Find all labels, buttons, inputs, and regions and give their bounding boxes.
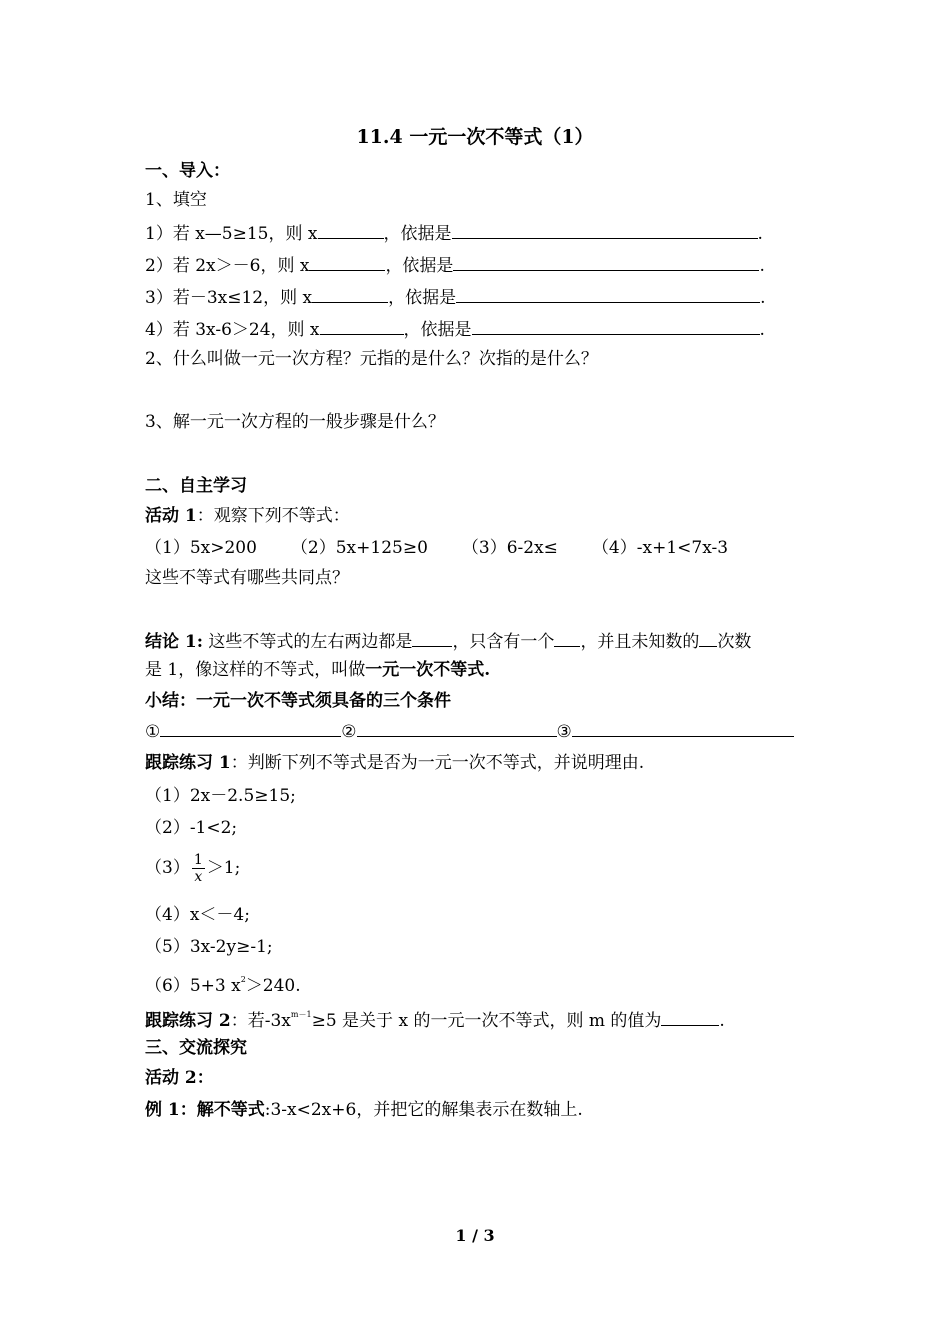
exponent: 2 [240, 975, 246, 984]
exercise-item-text: ＞240. [245, 976, 301, 996]
exercise-2-label: 跟踪练习 2 [145, 1011, 231, 1031]
fraction-numerator: 1 [193, 852, 203, 868]
exercise-item-5: （5）3x-2y≥-1; [145, 937, 273, 957]
conclusion-label: 结论 1: [145, 632, 204, 652]
three-conditions [145, 719, 794, 743]
exercise-item-3 [145, 848, 240, 888]
exercise-1 [145, 752, 644, 774]
exercise-item-6 [145, 969, 301, 997]
conclusion-text: 这些不等式的左右两边都是 [203, 632, 413, 652]
fill-item-4 [145, 317, 765, 341]
activity-1-label: 活动 1 [145, 506, 197, 526]
exercise-2 [145, 1004, 725, 1032]
answer-blank[interactable] [699, 629, 717, 647]
fill-item-text: 1）若 x—5≥15，则 x [145, 224, 318, 244]
circle-number: ③ [556, 722, 572, 742]
answer-blank[interactable] [572, 719, 794, 737]
exponent: m－1 [290, 1010, 312, 1019]
question-1-label: 1、填空 [145, 190, 207, 210]
page-number: 1 / 3 [455, 1226, 495, 1245]
inequality-list [145, 537, 728, 559]
conclusion-text: ，并且未知数的 [580, 632, 700, 652]
answer-blank[interactable] [452, 221, 758, 239]
fill-item-text: . [757, 224, 763, 244]
activity-2: 活动 2： [145, 1068, 214, 1088]
exercise-2-text: . [719, 1011, 725, 1031]
question-3: 3、解一元一次方程的一般步骤是什么？ [145, 412, 445, 432]
example-1 [145, 1099, 583, 1121]
exercise-2-text: ：若-3x [230, 1011, 291, 1031]
term-highlight: 一元一次不等式. [365, 660, 491, 680]
exercise-1-label: 跟踪练习 1 [145, 753, 231, 773]
answer-blank[interactable] [312, 285, 388, 303]
exercise-item-2: （2）-1<2; [145, 818, 238, 838]
summary-heading: 小结：一元一次不等式须具备的三个条件 [145, 691, 451, 711]
fill-item-3 [145, 285, 766, 309]
circle-number: ② [341, 722, 357, 742]
fill-item-text: ，依据是 [383, 224, 452, 244]
answer-blank[interactable] [160, 719, 341, 737]
exercise-item-text: （6）5+3 x [145, 976, 241, 996]
example-1-text: :3-x<2x+6，并把它的解集表示在数轴上. [264, 1100, 583, 1120]
fraction [192, 852, 205, 885]
section-2-heading: 二、自主学习 [145, 476, 247, 496]
exercise-2-text: ≥5 是关于 x 的一元一次不等式，则 m 的值为 [311, 1011, 662, 1031]
exercise-item-1: （1）2x－2.5≥15; [145, 786, 296, 806]
fill-item-2 [145, 253, 765, 277]
page-title: 11.4 一元一次不等式（1） [356, 126, 594, 148]
exercise-1-text: ：判断下列不等式是否为一元一次不等式，并说明理由. [230, 753, 645, 773]
exercise-item-text: （3） [145, 858, 190, 878]
answer-blank[interactable] [309, 253, 385, 271]
exercise-item-4: （4）x＜－4; [145, 905, 250, 925]
fill-item-text: 3）若－3x≤12，则 x [145, 288, 313, 308]
answer-blank[interactable] [554, 629, 580, 647]
answer-blank[interactable] [318, 221, 384, 239]
activity-1 [145, 505, 350, 527]
answer-blank[interactable] [453, 253, 759, 271]
fill-item-text: ，依据是 [403, 320, 472, 340]
fill-item-text: . [760, 288, 766, 308]
activity-1-text: ：观察下列不等式： [196, 506, 350, 526]
conclusion-1-line-2 [145, 659, 490, 681]
question-2: 2、什么叫做一元一次方程？元指的是什么？次指的是什么？ [145, 349, 598, 369]
conclusion-text: 是 1，像这样的不等式，叫做 [145, 660, 366, 680]
answer-blank[interactable] [412, 629, 452, 647]
answer-blank[interactable] [357, 719, 557, 737]
fill-item-text: . [759, 256, 765, 276]
answer-blank[interactable] [661, 1008, 719, 1026]
inequality-item: （4）-x+1<7x-3 [591, 538, 729, 558]
common-points-question: 这些不等式有哪些共同点？ [145, 568, 349, 588]
fill-item-text: ，依据是 [385, 256, 454, 276]
fill-item-text: . [759, 320, 765, 340]
inequality-item: （3）6-2x≤ [461, 538, 558, 558]
section-3-heading: 三、交流探究 [145, 1038, 247, 1058]
circle-number: ① [145, 722, 161, 742]
section-1-heading: 一、导入： [145, 161, 230, 181]
exercise-item-text: ＞1; [206, 858, 241, 878]
fill-item-text: 4）若 3x-6＞24，则 x [145, 320, 320, 340]
answer-blank[interactable] [320, 317, 404, 335]
fill-item-text: ，依据是 [388, 288, 457, 308]
answer-blank[interactable] [472, 317, 760, 335]
fill-item-1 [145, 221, 763, 245]
answer-blank[interactable] [456, 285, 760, 303]
inequality-item: （2）5x+125≥0 [290, 538, 428, 558]
fraction-denominator: x [194, 869, 203, 885]
fill-item-text: 2）若 2x＞－6，则 x [145, 256, 310, 276]
conclusion-text: ，只含有一个 [452, 632, 555, 652]
conclusion-1-line-1 [145, 629, 751, 653]
example-1-label: 例 1：解不等式 [145, 1100, 265, 1120]
inequality-item: （1）5x>200 [145, 538, 257, 558]
conclusion-text: 次数 [717, 632, 752, 652]
